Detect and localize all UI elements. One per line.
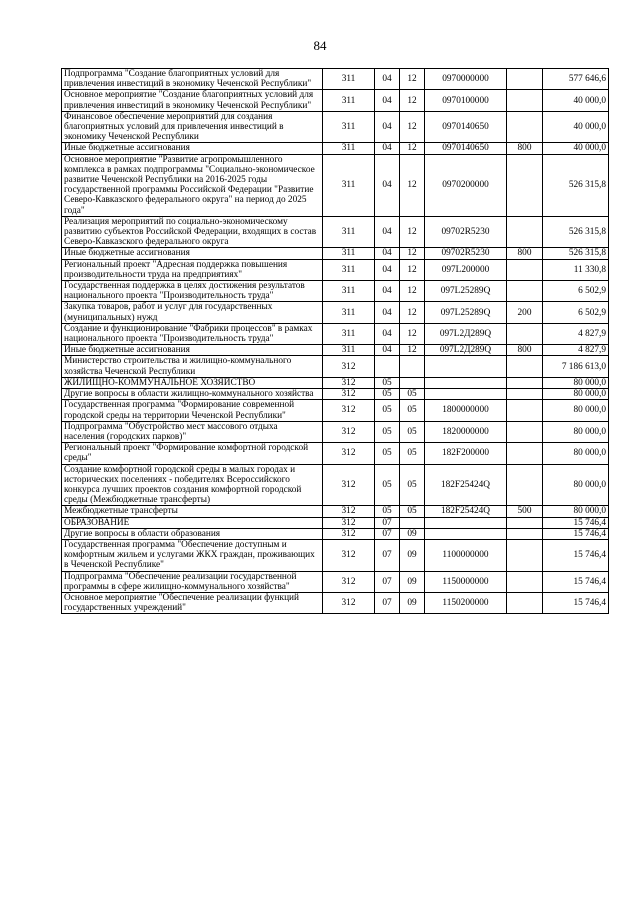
- table-row: [62, 506, 609, 517]
- cell-subsection: 12: [400, 248, 425, 259]
- table-row: [62, 248, 609, 259]
- cell-amount: 40 000,0: [543, 111, 609, 143]
- cell-subsection: [400, 356, 425, 377]
- cell-expense-type: [507, 400, 543, 421]
- table-row: [62, 281, 609, 302]
- table-row: [62, 539, 609, 571]
- cell-grbs: 312: [323, 389, 375, 400]
- cell-grbs: 311: [323, 69, 375, 90]
- cell-amount: 80 000,0: [543, 464, 609, 506]
- cell-target-article: 0970140650: [425, 111, 507, 143]
- cell-subsection: 12: [400, 69, 425, 90]
- table-row: [62, 111, 609, 143]
- cell-subsection: 12: [400, 216, 425, 248]
- table-row: [62, 464, 609, 506]
- cell-subsection: 12: [400, 154, 425, 216]
- cell-name: ОБРАЗОВАНИЕ: [62, 517, 323, 528]
- cell-subsection: 05: [400, 464, 425, 506]
- cell-expense-type: [507, 517, 543, 528]
- cell-section: 07: [375, 571, 400, 592]
- cell-amount: 80 000,0: [543, 389, 609, 400]
- cell-section: 07: [375, 528, 400, 539]
- cell-amount: 40 000,0: [543, 90, 609, 111]
- cell-subsection: 12: [400, 143, 425, 154]
- cell-section: 05: [375, 421, 400, 442]
- cell-subsection: 05: [400, 506, 425, 517]
- cell-subsection: 12: [400, 323, 425, 344]
- cell-subsection: 05: [400, 421, 425, 442]
- cell-grbs: 312: [323, 506, 375, 517]
- budget-table-body: [62, 69, 609, 614]
- cell-amount: 80 000,0: [543, 506, 609, 517]
- cell-expense-type: [507, 90, 543, 111]
- cell-amount: 526 315,8: [543, 248, 609, 259]
- cell-amount: 526 315,8: [543, 154, 609, 216]
- cell-section: [375, 356, 400, 377]
- cell-grbs: 312: [323, 356, 375, 377]
- table-row: [62, 90, 609, 111]
- cell-name: Иные бюджетные ассигнования: [62, 345, 323, 356]
- cell-section: 05: [375, 464, 400, 506]
- cell-grbs: 312: [323, 400, 375, 421]
- cell-expense-type: [507, 377, 543, 388]
- cell-subsection: 12: [400, 90, 425, 111]
- table-row: [62, 571, 609, 592]
- cell-section: 07: [375, 539, 400, 571]
- cell-name: Государственная программа "Обеспечение доступным и комфортным жильем и услугами ЖКХ граждан, проживающих в Чеченской Республике": [62, 539, 323, 571]
- table-row: [62, 421, 609, 442]
- table-row: [62, 592, 609, 613]
- table-row: [62, 356, 609, 377]
- cell-target-article: 1150200000: [425, 592, 507, 613]
- cell-amount: 4 827,9: [543, 345, 609, 356]
- cell-amount: 526 315,8: [543, 216, 609, 248]
- table-row: [62, 389, 609, 400]
- cell-section: 05: [375, 389, 400, 400]
- cell-target-article: 1100000000: [425, 539, 507, 571]
- cell-grbs: 311: [323, 111, 375, 143]
- cell-section: 04: [375, 259, 400, 280]
- cell-amount: 15 746,4: [543, 539, 609, 571]
- cell-name: Межбюджетные трансферты: [62, 506, 323, 517]
- cell-target-article: 097L2Д289Q: [425, 323, 507, 344]
- cell-subsection: 12: [400, 259, 425, 280]
- cell-grbs: 312: [323, 464, 375, 506]
- cell-name: Государственная поддержка в целях достижения результатов национального проекта "Производительность труда": [62, 281, 323, 302]
- cell-amount: 577 646,6: [543, 69, 609, 90]
- cell-subsection: [400, 377, 425, 388]
- cell-subsection: [400, 517, 425, 528]
- table-row: [62, 302, 609, 323]
- cell-name: Финансовое обеспечение мероприятий для создания благоприятных условий для привлечения инвестиций в экономику Чеченской Республики: [62, 111, 323, 143]
- cell-grbs: 311: [323, 323, 375, 344]
- cell-expense-type: [507, 356, 543, 377]
- cell-expense-type: 800: [507, 345, 543, 356]
- cell-amount: 6 502,9: [543, 281, 609, 302]
- cell-expense-type: [507, 528, 543, 539]
- cell-grbs: 311: [323, 345, 375, 356]
- cell-section: 04: [375, 323, 400, 344]
- cell-target-article: 097L25289Q: [425, 281, 507, 302]
- cell-target-article: 097L2Д289Q: [425, 345, 507, 356]
- cell-grbs: 311: [323, 90, 375, 111]
- cell-grbs: 312: [323, 517, 375, 528]
- cell-amount: 80 000,0: [543, 377, 609, 388]
- cell-name: Реализация мероприятий по социально-экономическому развитию субъектов Российской Федерации, входящих в состав Северо-Кавказского федерального округа: [62, 216, 323, 248]
- cell-grbs: 311: [323, 216, 375, 248]
- cell-amount: 15 746,4: [543, 517, 609, 528]
- cell-grbs: 312: [323, 443, 375, 464]
- cell-target-article: 0970100000: [425, 90, 507, 111]
- cell-section: 04: [375, 143, 400, 154]
- cell-grbs: 312: [323, 377, 375, 388]
- cell-section: 05: [375, 400, 400, 421]
- cell-grbs: 311: [323, 302, 375, 323]
- table-row: [62, 517, 609, 528]
- cell-target-article: 1800000000: [425, 400, 507, 421]
- cell-expense-type: [507, 592, 543, 613]
- table-row: [62, 443, 609, 464]
- cell-expense-type: [507, 539, 543, 571]
- cell-section: 05: [375, 506, 400, 517]
- cell-grbs: 311: [323, 143, 375, 154]
- table-row: [62, 143, 609, 154]
- table-row: [62, 377, 609, 388]
- cell-grbs: 311: [323, 154, 375, 216]
- cell-name: Подпрограмма "Обеспечение реализации государственной программы в сфере жилищно-коммунального хозяйства": [62, 571, 323, 592]
- cell-section: 07: [375, 592, 400, 613]
- cell-subsection: 05: [400, 443, 425, 464]
- cell-amount: 15 746,4: [543, 528, 609, 539]
- cell-name: Основное мероприятие "Обеспечение реализации функций государственных учреждений": [62, 592, 323, 613]
- cell-expense-type: [507, 421, 543, 442]
- cell-grbs: 311: [323, 259, 375, 280]
- cell-subsection: 09: [400, 592, 425, 613]
- table-row: [62, 528, 609, 539]
- cell-target-article: 182F200000: [425, 443, 507, 464]
- cell-section: 04: [375, 345, 400, 356]
- cell-amount: 11 330,8: [543, 259, 609, 280]
- cell-expense-type: 200: [507, 302, 543, 323]
- cell-amount: 6 502,9: [543, 302, 609, 323]
- cell-name: Подпрограмма "Создание благоприятных условий для привлечения инвестиций в экономику Чеченской Республики": [62, 69, 323, 90]
- cell-amount: 15 746,4: [543, 592, 609, 613]
- cell-section: 04: [375, 154, 400, 216]
- cell-name: Другие вопросы в области образования: [62, 528, 323, 539]
- cell-name: Создание и функционирование "Фабрики процессов" в рамках национального проекта "Производительность труда": [62, 323, 323, 344]
- cell-name: Министерство строительства и жилищно-коммунального хозяйства Чеченской Республики: [62, 356, 323, 377]
- cell-subsection: 09: [400, 528, 425, 539]
- cell-grbs: 312: [323, 592, 375, 613]
- cell-target-article: 182F25424Q: [425, 464, 507, 506]
- cell-target-article: 09702R5230: [425, 216, 507, 248]
- cell-target-article: [425, 389, 507, 400]
- cell-subsection: 12: [400, 302, 425, 323]
- cell-amount: 15 746,4: [543, 571, 609, 592]
- cell-target-article: 09702R5230: [425, 248, 507, 259]
- cell-expense-type: [507, 464, 543, 506]
- cell-target-article: [425, 517, 507, 528]
- cell-grbs: 312: [323, 421, 375, 442]
- cell-amount: 80 000,0: [543, 400, 609, 421]
- table-row: [62, 69, 609, 90]
- cell-grbs: 312: [323, 571, 375, 592]
- cell-target-article: 097L25289Q: [425, 302, 507, 323]
- cell-subsection: 09: [400, 539, 425, 571]
- cell-section: 04: [375, 90, 400, 111]
- cell-section: 07: [375, 517, 400, 528]
- cell-amount: 80 000,0: [543, 421, 609, 442]
- table-row: [62, 259, 609, 280]
- cell-subsection: 12: [400, 345, 425, 356]
- cell-expense-type: [507, 69, 543, 90]
- cell-amount: 4 827,9: [543, 323, 609, 344]
- page-number: 84: [313, 38, 327, 53]
- cell-expense-type: [507, 259, 543, 280]
- cell-target-article: 0970000000: [425, 69, 507, 90]
- cell-name: Государственная программа "Формирование современной городской среды на территории Чеченской Республики": [62, 400, 323, 421]
- cell-name: Иные бюджетные ассигнования: [62, 143, 323, 154]
- cell-expense-type: [507, 323, 543, 344]
- cell-grbs: 312: [323, 528, 375, 539]
- cell-target-article: 1820000000: [425, 421, 507, 442]
- cell-subsection: 12: [400, 111, 425, 143]
- cell-target-article: 1150000000: [425, 571, 507, 592]
- cell-grbs: 311: [323, 281, 375, 302]
- cell-target-article: [425, 356, 507, 377]
- cell-target-article: 097L200000: [425, 259, 507, 280]
- cell-subsection: 05: [400, 389, 425, 400]
- cell-subsection: 09: [400, 571, 425, 592]
- cell-section: 05: [375, 377, 400, 388]
- cell-expense-type: [507, 154, 543, 216]
- cell-expense-type: 800: [507, 248, 543, 259]
- cell-name: Другие вопросы в области жилищно-коммунального хозяйства: [62, 389, 323, 400]
- cell-name: Региональный проект "Формирование комфортной городской среды": [62, 443, 323, 464]
- cell-name: Создание комфортной городской среды в малых городах и исторических поселениях - победителях Всероссийского конкурса лучших проектов создания комфортной городской среды (Межбюджетные трансферты): [62, 464, 323, 506]
- cell-name: Основное мероприятие "Развитие агропромышленного комплекса в рамках подпрограммы "Социально-экономическое развитие Чеченской Республики на 2016-2025 годы государственной программы Российской Федерации "Развитие Северо-Кавказского федерального округа" на период до 2025 года": [62, 154, 323, 216]
- cell-expense-type: [507, 443, 543, 464]
- cell-expense-type: [507, 571, 543, 592]
- cell-section: 04: [375, 111, 400, 143]
- cell-expense-type: [507, 389, 543, 400]
- table-row: [62, 154, 609, 216]
- cell-section: 04: [375, 69, 400, 90]
- cell-expense-type: [507, 281, 543, 302]
- cell-target-article: 0970200000: [425, 154, 507, 216]
- table-row: [62, 400, 609, 421]
- cell-name: Подпрограмма "Обустройство мест массового отдыха населения (городских парков)": [62, 421, 323, 442]
- cell-target-article: [425, 377, 507, 388]
- cell-section: 04: [375, 216, 400, 248]
- table-row: [62, 323, 609, 344]
- cell-expense-type: 800: [507, 143, 543, 154]
- cell-grbs: 312: [323, 539, 375, 571]
- cell-amount: 80 000,0: [543, 443, 609, 464]
- cell-name: Закупка товаров, работ и услуг для государственных (муниципальных) нужд: [62, 302, 323, 323]
- cell-subsection: 05: [400, 400, 425, 421]
- cell-section: 04: [375, 281, 400, 302]
- table-row: [62, 216, 609, 248]
- cell-amount: 40 000,0: [543, 143, 609, 154]
- cell-target-article: 182F25424Q: [425, 506, 507, 517]
- cell-name: Региональный проект "Адресная поддержка повышения производительности труда на предприятиях": [62, 259, 323, 280]
- cell-expense-type: [507, 216, 543, 248]
- cell-name: ЖИЛИЩНО-КОММУНАЛЬНОЕ ХОЗЯЙСТВО: [62, 377, 323, 388]
- table-row: [62, 345, 609, 356]
- cell-section: 05: [375, 443, 400, 464]
- cell-name: Иные бюджетные ассигнования: [62, 248, 323, 259]
- cell-section: 04: [375, 302, 400, 323]
- cell-target-article: [425, 528, 507, 539]
- cell-amount: 7 186 613,0: [543, 356, 609, 377]
- cell-target-article: 0970140650: [425, 143, 507, 154]
- cell-name: Основное мероприятие "Создание благоприятных условий для привлечения инвестиций в экономику Чеченской Республики": [62, 90, 323, 111]
- budget-table: [61, 68, 609, 614]
- cell-section: 04: [375, 248, 400, 259]
- cell-expense-type: 500: [507, 506, 543, 517]
- cell-subsection: 12: [400, 281, 425, 302]
- cell-expense-type: [507, 111, 543, 143]
- cell-grbs: 311: [323, 248, 375, 259]
